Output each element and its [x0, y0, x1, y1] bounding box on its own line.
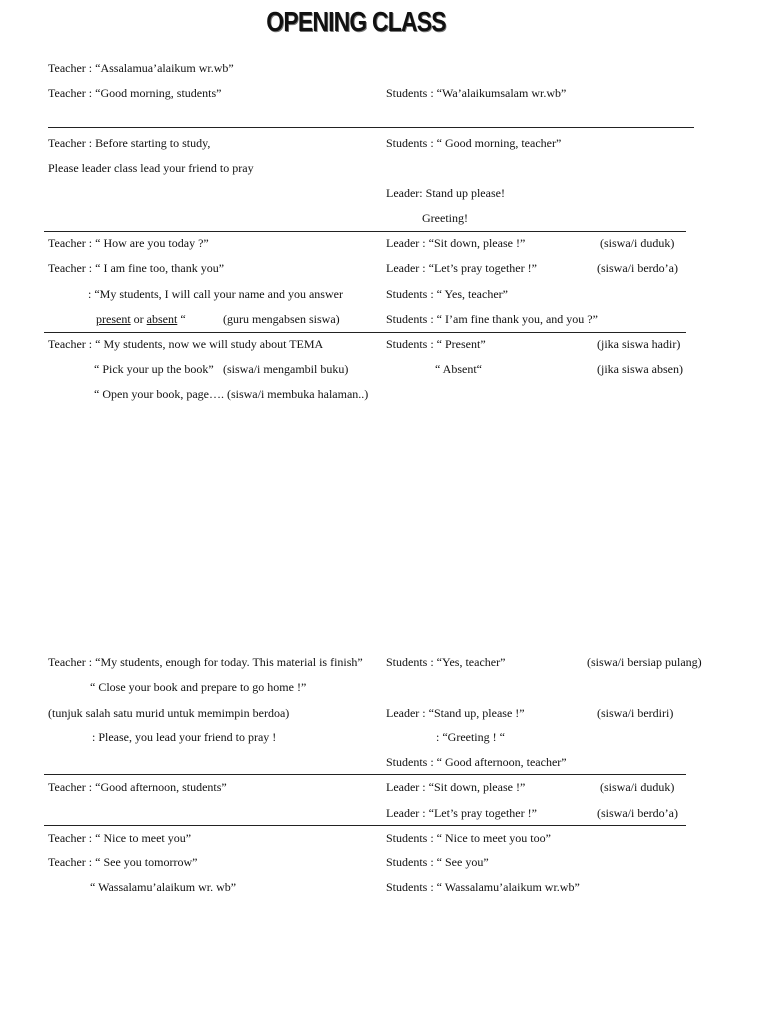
section-divider [44, 774, 686, 775]
students-reply-salam-line: Students : “Wa’alaikumsalam wr.wb” [386, 86, 567, 100]
section-divider [48, 127, 694, 128]
teacher-enough-today-line: Teacher : “My students, enough for today. This material is finish” [48, 655, 363, 669]
students-absent-line: “ Absent“ [435, 362, 482, 376]
closing-quote: “ [177, 312, 186, 326]
note-guru-mengabsen: (guru mengabsen siswa) [223, 312, 340, 326]
present-absent-line [96, 312, 186, 326]
teacher-open-book-line: “ Open your book, page…. (siswa/i membuka halaman..) [94, 387, 369, 401]
section-divider [44, 332, 686, 333]
note-siswa-duduk: (siswa/i duduk) [600, 236, 675, 250]
students-wassalam-line: Students : “ Wassalamu’alaikum wr.wb” [386, 880, 580, 894]
students-nice-to-meet-line: Students : “ Nice to meet you too” [386, 831, 551, 845]
students-fine-thank-you-line: Students : “ I’am fine thank you, and you ?” [386, 312, 598, 326]
note-siswa-berdiri: (siswa/i berdiri) [597, 706, 674, 720]
students-yes-teacher-line: Students : “ Yes, teacher” [386, 287, 508, 301]
teacher-call-name-line: : “My students, I will call your name and you answer [88, 287, 343, 301]
greeting-closing-line: : “Greeting ! “ [436, 730, 505, 744]
students-see-you-line: Students : “ See you” [386, 855, 489, 869]
leader-sit-down-closing-line: Leader : “Sit down, please !” [386, 780, 526, 794]
teacher-lead-pray-line: : Please, you lead your friend to pray ! [92, 730, 277, 744]
teacher-before-study-line: Teacher : Before starting to study, [48, 136, 211, 150]
note-tunjuk-murid: (tunjuk salah satu murid untuk memimpin berdoa) [48, 706, 290, 720]
students-present-line: Students : “ Present” [386, 337, 486, 351]
note-bersiap-pulang: (siswa/i bersiap pulang) [587, 655, 702, 669]
note-mengambil-buku: (siswa/i mengambil buku) [223, 362, 349, 376]
section-divider [44, 231, 686, 232]
greeting-line: Greeting! [422, 211, 468, 225]
note-siswa-duduk-closing: (siswa/i duduk) [600, 780, 675, 794]
teacher-study-tema-line: Teacher : “ My students, now we will study about TEMA [48, 337, 324, 351]
teacher-pick-book-line: “ Pick your up the book” [94, 362, 214, 376]
note-siswa-berdoa-closing: (siswa/i berdo’a) [597, 806, 678, 820]
or-word: or [130, 312, 147, 326]
teacher-fine-too-line: Teacher : “ I am fine too, thank you” [48, 261, 225, 275]
leader-pray-together-closing-line: Leader : “Let’s pray together !” [386, 806, 537, 820]
absent-word: absent [146, 312, 178, 326]
teacher-close-book-line: “ Close your book and prepare to go home !” [90, 680, 307, 694]
leader-sit-down-line: Leader : “Sit down, please !” [386, 236, 526, 250]
students-good-afternoon-line: Students : “ Good afternoon, teacher” [386, 755, 567, 769]
note-jika-hadir: (jika siswa hadir) [597, 337, 681, 351]
note-jika-absen: (jika siswa absen) [597, 362, 683, 376]
teacher-greeting-line: Teacher : “Assalamua’alaikum wr.wb” [48, 61, 234, 75]
leader-stand-up-closing-line: Leader : “Stand up, please !” [386, 706, 525, 720]
present-word: present [96, 312, 131, 326]
page-title: OPENING CLASS [266, 6, 446, 37]
teacher-see-you-line: Teacher : “ See you tomorrow” [48, 855, 198, 869]
teacher-nice-to-meet-line: Teacher : “ Nice to meet you” [48, 831, 192, 845]
note-siswa-berdoa: (siswa/i berdo’a) [597, 261, 678, 275]
teacher-good-morning-line: Teacher : “Good morning, students” [48, 86, 222, 100]
leader-pray-instruction-line: Please leader class lead your friend to pray [48, 161, 254, 175]
section-divider [44, 825, 686, 826]
leader-stand-up-line: Leader: Stand up please! [386, 186, 505, 200]
teacher-how-are-you-line: Teacher : “ How are you today ?” [48, 236, 209, 250]
teacher-good-afternoon-line: Teacher : “Good afternoon, students” [48, 780, 227, 794]
leader-pray-together-line: Leader : “Let’s pray together !” [386, 261, 537, 275]
students-yes-teacher-closing-line: Students : “Yes, teacher” [386, 655, 506, 669]
students-good-morning-line: Students : “ Good morning, teacher” [386, 136, 562, 150]
teacher-wassalam-line: “ Wassalamu’alaikum wr. wb” [90, 880, 237, 894]
